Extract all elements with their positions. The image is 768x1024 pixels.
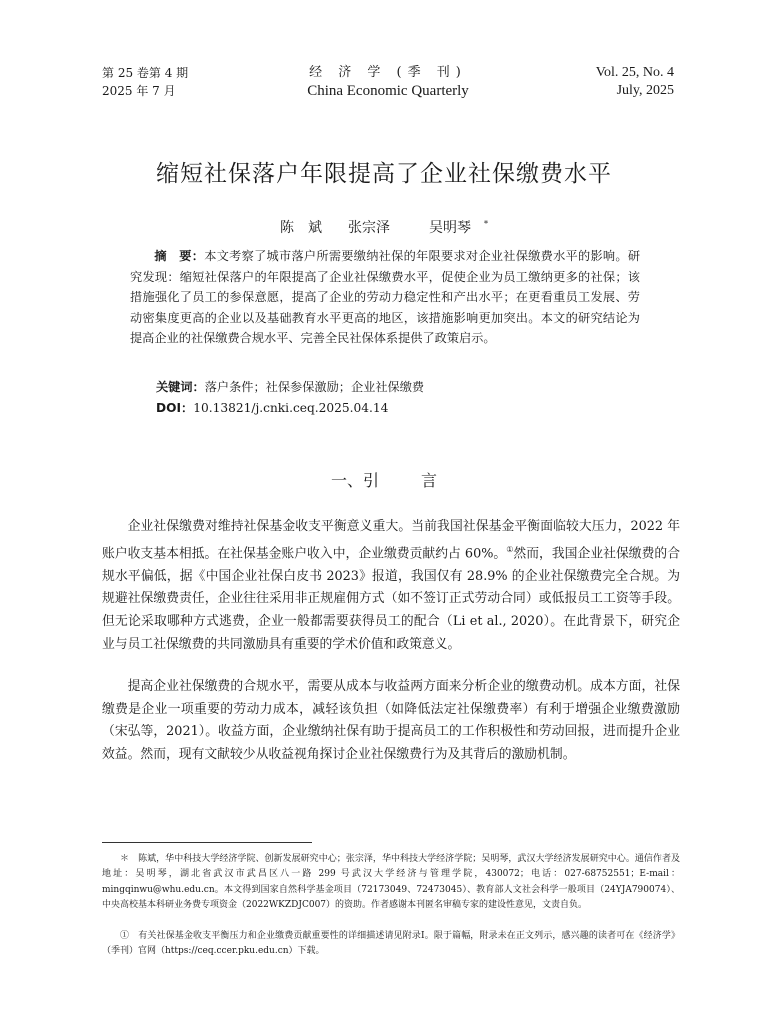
doi-label: DOI： — [156, 401, 194, 415]
author-name: 吴明琴 * — [429, 219, 488, 236]
keywords — [156, 377, 424, 397]
abstract — [130, 246, 640, 349]
footnote-divider — [102, 842, 312, 843]
footnote-ref: ① — [506, 544, 514, 554]
running-header — [102, 64, 674, 104]
author-list — [0, 217, 768, 237]
journal-name-en: China Economic Quarterly — [307, 83, 469, 99]
doi-text: 10.13821/j.cnki.ceq.2025.04.14 — [193, 401, 389, 415]
author-name: 陈 斌 — [280, 220, 322, 236]
section-title: 言 — [421, 471, 438, 490]
section-heading — [0, 468, 768, 491]
date-cn: 2025 年 7 月 — [102, 84, 176, 98]
paper-title: 缩短社保落户年限提高了企业社保缴费水平 — [156, 161, 612, 187]
body-paragraph-2: 提高企业社保缴费的合规水平，需要从成本与收益两方面来分析企业的缴费动机。成本方面，社保缴费是企业一项重要的劳动力成本，减轻该负担（如降低法定社保缴费率）有利于增强企业缴费激励（宋弘等，2021）。收益方面，企业缴纳社保有助于提高员工的工作积极性和劳动回报，进而提升企业效益。然而，现有文献较少从收益视角探讨企业社保缴费行为及其背后的激励机制。 — [102, 679, 680, 763]
author-name: 张宗泽 — [348, 220, 390, 236]
abstract-text: 本文考察了城市落户所需要缴纳社保的年限要求对企业社保缴费水平的影响。研究发现：缩短社保落户的年限提高了企业社保缴费水平，促使企业为员工缴纳更多的社保；该措施强化了员工的参保意愿，提高了企业的劳动力稳定性和产出水平；在更看重员工发展、劳动密集度更高的企业以及基础教育水平更高的地区，该措施影响更加突出。本文的研究结论为提高企业的社保缴费合规水平、完善全民社保体系提供了政策启示。 — [130, 249, 641, 346]
author-footnote-mark: * — [484, 219, 488, 229]
abstract-label: 摘 要： — [154, 249, 205, 263]
keywords-label: 关键词： — [156, 380, 205, 394]
section-number: 一、引 — [330, 471, 379, 490]
body-paragraph-1: 企业社保缴费对维持社保基金收支平衡意义重大。当前我国社保基金平衡面临较大压力，2022 年账户收支基本相抵。在社保基金账户收入中，企业缴费贡献约占 60%。①然而，我国企业社保缴费的合规水平偏低，据《中国企业社保白皮书 2023》报道，我国仅有 28.9% 的企业社保缴费完全合规。为规避社保缴费责任，企业往往采用非正规雇佣方式（如不签订正式劳动合同）或低报员工工资等手段。但无论采取哪种方式逃费，企业一般都需要获得员工的配合（Li et al., 2020）。在此背景下，研究企业与员工社保缴费的共同激励具有重要的学术价值和政策意义。 — [102, 519, 681, 652]
issue-info-en — [596, 64, 674, 100]
doi — [156, 398, 388, 418]
footnote-1: ① 有关社保基金收支平衡压力和企业缴费贡献重要性的详细描述请见附录Ⅰ。限于篇幅，附录未在正文列示，感兴趣的读者可在《经济学》（季刊）官网（https://ceq.ccer.pku.edu.cn）下载。 — [102, 931, 680, 957]
keywords-text: 落户条件；社保参保激励；企业社保缴费 — [204, 380, 425, 394]
volume-issue-cn: 第 25 卷第 4 期 — [102, 66, 189, 80]
journal-name — [102, 64, 674, 100]
journal-name-cn: 经 济 学 (季 刊) — [309, 65, 467, 80]
date-en: July, 2025 — [616, 83, 674, 98]
author-footnote: ＊ 陈斌，华中科技大学经济学院、创新发展研究中心；张宗泽，华中科技大学经济学院；吴明琴，武汉大学经济发展研究中心。通信作者及地址：吴明琴，湖北省武汉市武昌区八一路 299 号武汉大学经济与管理学院，430072；电话：027-68752551；E-mail：mingqinwu@whu.edu.cn。本文得到国家自然科学基金项目（72173049、72473045）、教育部人文社会科学一般项目（24YJA790074）、中央高校基本科研业务费专项资金（2022WKZDJC007）的资助。作者感谢本刊匿名审稿专家的建设性意见，文责自负。 — [102, 854, 680, 910]
volume-issue-en: Vol. 25, No. 4 — [595, 65, 674, 80]
